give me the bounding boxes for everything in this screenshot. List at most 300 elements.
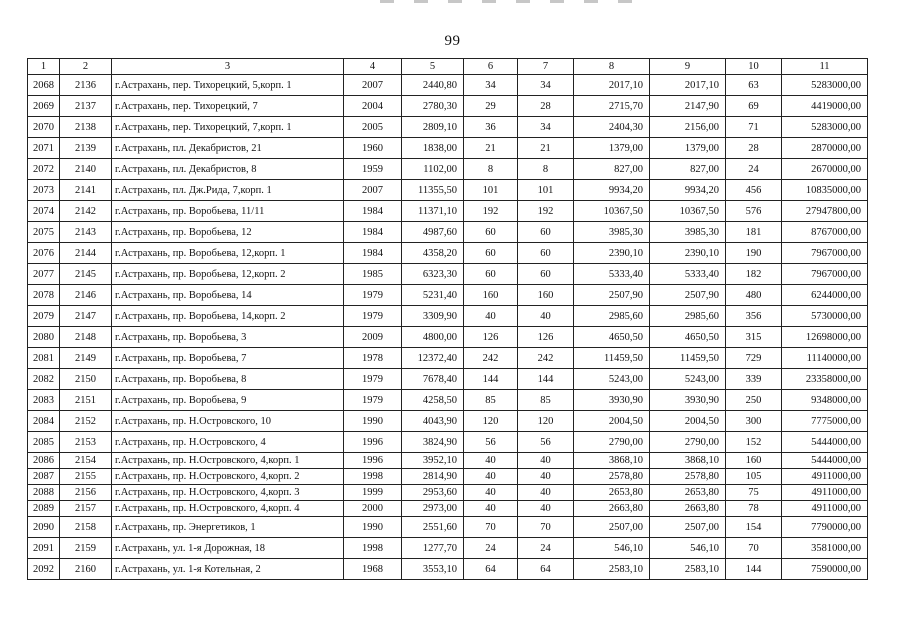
table-cell-col3: г.Астрахань, пр. Воробьева, 12	[112, 222, 344, 243]
table-cell-col3: г.Астрахань, пл. Декабристов, 21	[112, 138, 344, 159]
column-header: 8	[574, 59, 650, 75]
housing-registry-table	[27, 58, 868, 580]
table-cell-col2: 2155	[60, 469, 112, 485]
table-cell-col11: 8767000,00	[782, 222, 868, 243]
table-cell-col3: г.Астрахань, пр. Воробьева, 7	[112, 348, 344, 369]
table-cell-col3: г.Астрахань, пер. Тихорецкий, 5,корп. 1	[112, 75, 344, 96]
table-cell-col9: 2790,00	[650, 432, 726, 453]
table-row	[28, 201, 868, 222]
table-cell-col4: 1998	[344, 469, 402, 485]
table-cell-col1: 2074	[28, 201, 60, 222]
table-cell-col8: 827,00	[574, 159, 650, 180]
table-row	[28, 327, 868, 348]
table-cell-col8: 2578,80	[574, 469, 650, 485]
table-cell-col2: 2148	[60, 327, 112, 348]
table-cell-col1: 2081	[28, 348, 60, 369]
table-cell-col8: 2985,60	[574, 306, 650, 327]
table-cell-col3: г.Астрахань, пр. Н.Островского, 4,корп. 4	[112, 501, 344, 517]
table-cell-col5: 2780,30	[402, 96, 464, 117]
table-cell-col9: 2017,10	[650, 75, 726, 96]
table-cell-col4: 1996	[344, 432, 402, 453]
table-cell-col6: 242	[464, 348, 518, 369]
table-cell-col4: 1979	[344, 390, 402, 411]
table-cell-col6: 24	[464, 538, 518, 559]
table-cell-col2: 2147	[60, 306, 112, 327]
table-row	[28, 469, 868, 485]
table-cell-col11: 5444000,00	[782, 432, 868, 453]
table-cell-col10: 105	[726, 469, 782, 485]
scan-artifact	[380, 0, 640, 3]
table-cell-col11: 11140000,00	[782, 348, 868, 369]
table-cell-col9: 3868,10	[650, 453, 726, 469]
table-cell-col2: 2158	[60, 517, 112, 538]
table-row	[28, 285, 868, 306]
table-cell-col9: 2653,80	[650, 485, 726, 501]
table-row	[28, 96, 868, 117]
table-body	[28, 75, 868, 580]
table-cell-col2: 2156	[60, 485, 112, 501]
table-cell-col4: 1979	[344, 285, 402, 306]
table-cell-col10: 729	[726, 348, 782, 369]
table-cell-col9: 1379,00	[650, 138, 726, 159]
table-cell-col2: 2137	[60, 96, 112, 117]
table-cell-col8: 1379,00	[574, 138, 650, 159]
table-cell-col5: 4358,20	[402, 243, 464, 264]
table-cell-col8: 2583,10	[574, 559, 650, 580]
table-cell-col9: 4650,50	[650, 327, 726, 348]
table-cell-col10: 480	[726, 285, 782, 306]
table-cell-col11: 7775000,00	[782, 411, 868, 432]
table-cell-col6: 29	[464, 96, 518, 117]
table-cell-col9: 2583,10	[650, 559, 726, 580]
table-cell-col3: г.Астрахань, пр. Н.Островского, 4,корп. 1	[112, 453, 344, 469]
table-cell-col10: 300	[726, 411, 782, 432]
table-cell-col1: 2092	[28, 559, 60, 580]
table-cell-col9: 5243,00	[650, 369, 726, 390]
table-cell-col7: 21	[518, 138, 574, 159]
table-cell-col3: г.Астрахань, пер. Тихорецкий, 7	[112, 96, 344, 117]
table-cell-col11: 9348000,00	[782, 390, 868, 411]
table-cell-col1: 2083	[28, 390, 60, 411]
table-cell-col7: 60	[518, 243, 574, 264]
table-cell-col6: 60	[464, 222, 518, 243]
table-cell-col9: 546,10	[650, 538, 726, 559]
column-header: 4	[344, 59, 402, 75]
table-cell-col5: 2440,80	[402, 75, 464, 96]
table-cell-col4: 1984	[344, 201, 402, 222]
table-cell-col3: г.Астрахань, пр. Воробьева, 12,корп. 1	[112, 243, 344, 264]
column-header: 3	[112, 59, 344, 75]
table-cell-col8: 9934,20	[574, 180, 650, 201]
table-row	[28, 306, 868, 327]
table-row	[28, 453, 868, 469]
table-cell-col8: 2507,90	[574, 285, 650, 306]
table-row	[28, 243, 868, 264]
table-cell-col5: 3952,10	[402, 453, 464, 469]
table-cell-col4: 1979	[344, 369, 402, 390]
table-cell-col10: 456	[726, 180, 782, 201]
table-row	[28, 501, 868, 517]
table-cell-col5: 11355,50	[402, 180, 464, 201]
table-cell-col8: 2390,10	[574, 243, 650, 264]
table-row	[28, 485, 868, 501]
table-cell-col7: 120	[518, 411, 574, 432]
table-cell-col11: 7590000,00	[782, 559, 868, 580]
table-cell-col5: 4987,60	[402, 222, 464, 243]
table-cell-col5: 1277,70	[402, 538, 464, 559]
table-cell-col9: 2985,60	[650, 306, 726, 327]
table-cell-col5: 7678,40	[402, 369, 464, 390]
table-cell-col4: 2007	[344, 75, 402, 96]
table-row	[28, 222, 868, 243]
table-cell-col7: 85	[518, 390, 574, 411]
table-cell-col3: г.Астрахань, пр. Воробьева, 3	[112, 327, 344, 348]
table-cell-col10: 24	[726, 159, 782, 180]
table-cell-col6: 21	[464, 138, 518, 159]
table-cell-col1: 2071	[28, 138, 60, 159]
table-cell-col4: 1984	[344, 243, 402, 264]
table-cell-col8: 3868,10	[574, 453, 650, 469]
table-cell-col11: 5730000,00	[782, 306, 868, 327]
table-cell-col3: г.Астрахань, пр. Энергетиков, 1	[112, 517, 344, 538]
table-cell-col1: 2070	[28, 117, 60, 138]
column-header: 10	[726, 59, 782, 75]
table-cell-col7: 34	[518, 117, 574, 138]
table-cell-col10: 78	[726, 501, 782, 517]
table-cell-col2: 2152	[60, 411, 112, 432]
table-cell-col6: 60	[464, 264, 518, 285]
table-cell-col6: 85	[464, 390, 518, 411]
table-cell-col4: 1968	[344, 559, 402, 580]
table-cell-col8: 2715,70	[574, 96, 650, 117]
table-row	[28, 369, 868, 390]
table-cell-col9: 3930,90	[650, 390, 726, 411]
table-cell-col10: 75	[726, 485, 782, 501]
table-cell-col1: 2089	[28, 501, 60, 517]
table-cell-col2: 2145	[60, 264, 112, 285]
table-cell-col7: 242	[518, 348, 574, 369]
table-cell-col6: 40	[464, 501, 518, 517]
table-cell-col1: 2075	[28, 222, 60, 243]
table-cell-col2: 2138	[60, 117, 112, 138]
table-cell-col3: г.Астрахань, пр. Воробьева, 11/11	[112, 201, 344, 222]
table-cell-col7: 28	[518, 96, 574, 117]
table-cell-col9: 2507,90	[650, 285, 726, 306]
table-cell-col7: 126	[518, 327, 574, 348]
table-cell-col2: 2139	[60, 138, 112, 159]
table-cell-col4: 1959	[344, 159, 402, 180]
table-cell-col4: 1996	[344, 453, 402, 469]
table-cell-col1: 2080	[28, 327, 60, 348]
table-cell-col9: 2004,50	[650, 411, 726, 432]
table-cell-col8: 2663,80	[574, 501, 650, 517]
page-number: 99	[444, 33, 461, 49]
table-cell-col6: 64	[464, 559, 518, 580]
table-cell-col1: 2087	[28, 469, 60, 485]
table-cell-col10: 71	[726, 117, 782, 138]
table-cell-col4: 1979	[344, 306, 402, 327]
table-cell-col6: 126	[464, 327, 518, 348]
table-cell-col11: 7967000,00	[782, 243, 868, 264]
table-cell-col8: 2507,00	[574, 517, 650, 538]
table-cell-col1: 2085	[28, 432, 60, 453]
table-cell-col10: 182	[726, 264, 782, 285]
table-cell-col6: 40	[464, 306, 518, 327]
table-cell-col6: 56	[464, 432, 518, 453]
table-cell-col8: 2404,30	[574, 117, 650, 138]
table-cell-col10: 152	[726, 432, 782, 453]
table-cell-col10: 63	[726, 75, 782, 96]
table-cell-col1: 2088	[28, 485, 60, 501]
table-row	[28, 517, 868, 538]
table-cell-col10: 28	[726, 138, 782, 159]
table-cell-col4: 1990	[344, 411, 402, 432]
table-cell-col8: 11459,50	[574, 348, 650, 369]
table-cell-col2: 2144	[60, 243, 112, 264]
table-cell-col5: 1838,00	[402, 138, 464, 159]
table-cell-col6: 144	[464, 369, 518, 390]
table-cell-col5: 2809,10	[402, 117, 464, 138]
table-cell-col6: 8	[464, 159, 518, 180]
table-cell-col11: 7967000,00	[782, 264, 868, 285]
table-cell-col1: 2073	[28, 180, 60, 201]
table-cell-col6: 40	[464, 453, 518, 469]
table-cell-col7: 70	[518, 517, 574, 538]
table-cell-col11: 4911000,00	[782, 485, 868, 501]
table-cell-col10: 576	[726, 201, 782, 222]
table-cell-col5: 4258,50	[402, 390, 464, 411]
table-cell-col9: 9934,20	[650, 180, 726, 201]
table-cell-col3: г.Астрахань, пл. Дж.Рида, 7,корп. 1	[112, 180, 344, 201]
table-cell-col4: 2009	[344, 327, 402, 348]
table-cell-col2: 2146	[60, 285, 112, 306]
table-cell-col6: 40	[464, 469, 518, 485]
table-cell-col9: 2663,80	[650, 501, 726, 517]
table-row	[28, 75, 868, 96]
table-cell-col5: 5231,40	[402, 285, 464, 306]
table-cell-col8: 546,10	[574, 538, 650, 559]
table-cell-col3: г.Астрахань, пер. Тихорецкий, 7,корп. 1	[112, 117, 344, 138]
table-cell-col9: 2390,10	[650, 243, 726, 264]
table-cell-col11: 12698000,00	[782, 327, 868, 348]
table-cell-col1: 2082	[28, 369, 60, 390]
table-cell-col10: 190	[726, 243, 782, 264]
table-row	[28, 117, 868, 138]
table-cell-col1: 2077	[28, 264, 60, 285]
table-cell-col11: 2670000,00	[782, 159, 868, 180]
table-cell-col6: 40	[464, 485, 518, 501]
table-cell-col4: 1978	[344, 348, 402, 369]
column-header: 9	[650, 59, 726, 75]
table-cell-col4: 1984	[344, 222, 402, 243]
table-row	[28, 432, 868, 453]
table-cell-col3: г.Астрахань, пр. Н.Островского, 10	[112, 411, 344, 432]
table-cell-col3: г.Астрахань, пр. Воробьева, 12,корп. 2	[112, 264, 344, 285]
table-cell-col9: 10367,50	[650, 201, 726, 222]
table-cell-col3: г.Астрахань, пр. Н.Островского, 4	[112, 432, 344, 453]
table-cell-col2: 2153	[60, 432, 112, 453]
column-header: 6	[464, 59, 518, 75]
table-cell-col7: 24	[518, 538, 574, 559]
table-cell-col6: 101	[464, 180, 518, 201]
table-cell-col7: 40	[518, 306, 574, 327]
table-cell-col7: 34	[518, 75, 574, 96]
table-cell-col9: 3985,30	[650, 222, 726, 243]
table-cell-col10: 315	[726, 327, 782, 348]
table-cell-col11: 4911000,00	[782, 501, 868, 517]
column-header: 11	[782, 59, 868, 75]
table-cell-col3: г.Астрахань, пр. Воробьева, 14	[112, 285, 344, 306]
table-cell-col9: 2507,00	[650, 517, 726, 538]
table-cell-col9: 2156,00	[650, 117, 726, 138]
table-cell-col1: 2090	[28, 517, 60, 538]
table-cell-col10: 69	[726, 96, 782, 117]
table-cell-col2: 2149	[60, 348, 112, 369]
table-cell-col5: 11371,10	[402, 201, 464, 222]
table-cell-col1: 2076	[28, 243, 60, 264]
table-row	[28, 264, 868, 285]
table-cell-col8: 2017,10	[574, 75, 650, 96]
table-cell-col3: г.Астрахань, пр. Воробьева, 8	[112, 369, 344, 390]
table-row	[28, 538, 868, 559]
table-cell-col2: 2136	[60, 75, 112, 96]
table-cell-col5: 4800,00	[402, 327, 464, 348]
table-cell-col6: 36	[464, 117, 518, 138]
table-cell-col10: 181	[726, 222, 782, 243]
table-cell-col2: 2141	[60, 180, 112, 201]
table-cell-col1: 2079	[28, 306, 60, 327]
table-cell-col11: 2870000,00	[782, 138, 868, 159]
table-cell-col7: 40	[518, 469, 574, 485]
table-cell-col5: 2551,60	[402, 517, 464, 538]
table-cell-col8: 2790,00	[574, 432, 650, 453]
table-cell-col4: 2000	[344, 501, 402, 517]
table-cell-col10: 160	[726, 453, 782, 469]
table-cell-col8: 2004,50	[574, 411, 650, 432]
table-cell-col1: 2084	[28, 411, 60, 432]
table-cell-col7: 144	[518, 369, 574, 390]
table-cell-col5: 2953,60	[402, 485, 464, 501]
table-cell-col2: 2151	[60, 390, 112, 411]
table-cell-col6: 34	[464, 75, 518, 96]
table-cell-col7: 40	[518, 485, 574, 501]
table-cell-col8: 3985,30	[574, 222, 650, 243]
table-cell-col3: г.Астрахань, пл. Декабристов, 8	[112, 159, 344, 180]
table-cell-col7: 40	[518, 501, 574, 517]
table-cell-col10: 356	[726, 306, 782, 327]
table-cell-col10: 154	[726, 517, 782, 538]
table-cell-col8: 2653,80	[574, 485, 650, 501]
table-cell-col11: 3581000,00	[782, 538, 868, 559]
header-row	[28, 59, 868, 75]
table-cell-col2: 2157	[60, 501, 112, 517]
table-cell-col2: 2140	[60, 159, 112, 180]
table-row	[28, 348, 868, 369]
table-cell-col3: г.Астрахань, ул. 1-я Котельная, 2	[112, 559, 344, 580]
column-header: 1	[28, 59, 60, 75]
table-row	[28, 390, 868, 411]
table-cell-col1: 2091	[28, 538, 60, 559]
table-cell-col3: г.Астрахань, пр. Н.Островского, 4,корп. 3	[112, 485, 344, 501]
table-cell-col10: 250	[726, 390, 782, 411]
table-cell-col5: 2973,00	[402, 501, 464, 517]
table-cell-col7: 60	[518, 222, 574, 243]
table-cell-col1: 2086	[28, 453, 60, 469]
table-cell-col4: 2007	[344, 180, 402, 201]
table-cell-col3: г.Астрахань, ул. 1-я Дорожная, 18	[112, 538, 344, 559]
table-cell-col9: 11459,50	[650, 348, 726, 369]
table-cell-col7: 60	[518, 264, 574, 285]
table-cell-col9: 2578,80	[650, 469, 726, 485]
table-cell-col7: 160	[518, 285, 574, 306]
table-cell-col6: 120	[464, 411, 518, 432]
table-cell-col6: 60	[464, 243, 518, 264]
table-cell-col3: г.Астрахань, пр. Воробьева, 14,корп. 2	[112, 306, 344, 327]
table-cell-col11: 27947800,00	[782, 201, 868, 222]
table-cell-col8: 4650,50	[574, 327, 650, 348]
table-cell-col3: г.Астрахань, пр. Н.Островского, 4,корп. 2	[112, 469, 344, 485]
table-row	[28, 138, 868, 159]
table-cell-col11: 4911000,00	[782, 469, 868, 485]
table-cell-col9: 2147,90	[650, 96, 726, 117]
table-cell-col3: г.Астрахань, пр. Воробьева, 9	[112, 390, 344, 411]
table-cell-col7: 56	[518, 432, 574, 453]
table-cell-col8: 10367,50	[574, 201, 650, 222]
table-cell-col2: 2142	[60, 201, 112, 222]
column-header: 7	[518, 59, 574, 75]
table-cell-col7: 101	[518, 180, 574, 201]
table-cell-col5: 3824,90	[402, 432, 464, 453]
table-cell-col5: 2814,90	[402, 469, 464, 485]
table-cell-col6: 192	[464, 201, 518, 222]
table-cell-col10: 339	[726, 369, 782, 390]
table-cell-col5: 4043,90	[402, 411, 464, 432]
table-cell-col4: 1990	[344, 517, 402, 538]
table-cell-col9: 827,00	[650, 159, 726, 180]
table-cell-col10: 144	[726, 559, 782, 580]
table-cell-col4: 1999	[344, 485, 402, 501]
table-cell-col4: 1960	[344, 138, 402, 159]
table-cell-col5: 3309,90	[402, 306, 464, 327]
column-header: 2	[60, 59, 112, 75]
table-cell-col2: 2160	[60, 559, 112, 580]
table-cell-col2: 2159	[60, 538, 112, 559]
table-cell-col11: 5283000,00	[782, 75, 868, 96]
table-cell-col11: 7790000,00	[782, 517, 868, 538]
table-cell-col7: 40	[518, 453, 574, 469]
table-cell-col10: 70	[726, 538, 782, 559]
table-cell-col4: 2005	[344, 117, 402, 138]
table-row	[28, 411, 868, 432]
table-cell-col9: 5333,40	[650, 264, 726, 285]
table-row	[28, 559, 868, 580]
table-cell-col7: 8	[518, 159, 574, 180]
table-row	[28, 159, 868, 180]
table-cell-col1: 2072	[28, 159, 60, 180]
table-row	[28, 180, 868, 201]
table-cell-col4: 1998	[344, 538, 402, 559]
table-cell-col11: 5444000,00	[782, 453, 868, 469]
table-cell-col5: 6323,30	[402, 264, 464, 285]
table-cell-col11: 10835000,00	[782, 180, 868, 201]
table-cell-col6: 70	[464, 517, 518, 538]
table-cell-col1: 2068	[28, 75, 60, 96]
table-cell-col11: 4419000,00	[782, 96, 868, 117]
table-cell-col11: 6244000,00	[782, 285, 868, 306]
table-cell-col8: 3930,90	[574, 390, 650, 411]
table-cell-col5: 3553,10	[402, 559, 464, 580]
table-cell-col1: 2078	[28, 285, 60, 306]
